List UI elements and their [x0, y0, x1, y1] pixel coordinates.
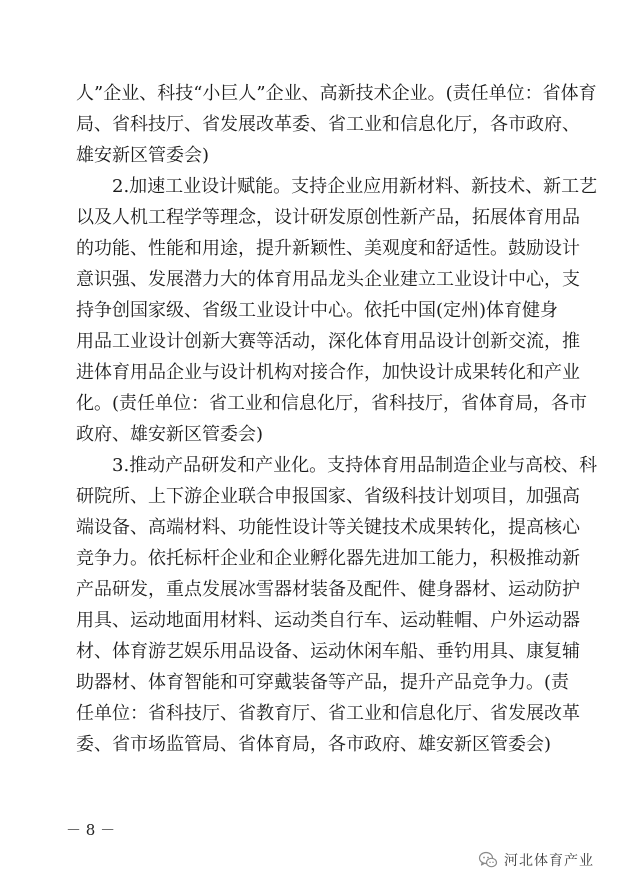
- text-line: 助器材、体育智能和可穿戴装备等产品，提升产品竞争力。(责: [76, 672, 570, 693]
- text-line: 竞争力。依托标杆企业和企业孵化器先进加工能力，积极推动新: [76, 548, 580, 569]
- text-line: 政府、雄安新区管委会): [76, 424, 264, 445]
- source-watermark: [478, 849, 594, 871]
- text-line: 雄安新区管委会): [76, 145, 210, 166]
- body-text: [76, 78, 598, 760]
- text-line: 材、体育游艺娱乐用品设备、运动休闲车船、垂钓用具、康复辅: [76, 641, 580, 662]
- text-line: 的功能、性能和用途，提升新颖性、美观度和舒适性。鼓励设计: [76, 238, 580, 259]
- text-line: 用具、运动地面用材料、运动类自行车、运动鞋帽、户外运动器: [76, 610, 580, 631]
- section-heading-line: 3.推动产品研发和产业化。支持体育用品制造企业与高校、科: [112, 455, 598, 476]
- text-line: 意识强、发展潜力大的体育用品龙头企业建立工业设计中心，支: [76, 269, 580, 290]
- text-line: 局、省科技厅、省发展改革委、省工业和信息化厅，各市政府、: [76, 114, 580, 135]
- text-line: 化。(责任单位：省工业和信息化厅，省科技厅，省体育局，各市: [76, 393, 588, 414]
- text-line: 进体育用品企业与设计机构对接合作，加快设计成果转化和产业: [76, 362, 580, 383]
- text-line: 持争创国家级、省级工业设计中心。依托中国(定州)体育健身: [76, 300, 559, 321]
- text-line: 产品研发，重点发展冰雪器材装备及配件、健身器材、运动防护: [76, 579, 580, 600]
- text-line: 端设备、高端材料、功能性设计等关键技术成果转化，提高核心: [76, 517, 580, 538]
- text-line: 任单位：省科技厅、省教育厅、省工业和信息化厅、省发展改革: [76, 703, 580, 724]
- watermark-text: 河北体育产业: [504, 853, 594, 869]
- text-line: 用品工业设计创新大赛等活动，深化体育用品设计创新交流，推: [76, 331, 580, 352]
- text-line: 以及人机工程学等理念，设计研发原创性新产品，拓展体育用品: [76, 207, 580, 228]
- text-line: 委、省市场监管局、省体育局，各市政府、雄安新区管委会): [76, 734, 552, 755]
- section-heading-line: 2.加速工业设计赋能。支持企业应用新材料、新技术、新工艺: [112, 176, 598, 197]
- page-number: － 8 －: [66, 821, 116, 839]
- text-line: 人”企业、科技“小巨人”企业、高新技术企业。(责任单位：省体育: [76, 83, 597, 104]
- wechat-icon: [478, 850, 498, 870]
- text-line: 研院所、上下游企业联合申报国家、省级科技计划项目，加强高: [76, 486, 580, 507]
